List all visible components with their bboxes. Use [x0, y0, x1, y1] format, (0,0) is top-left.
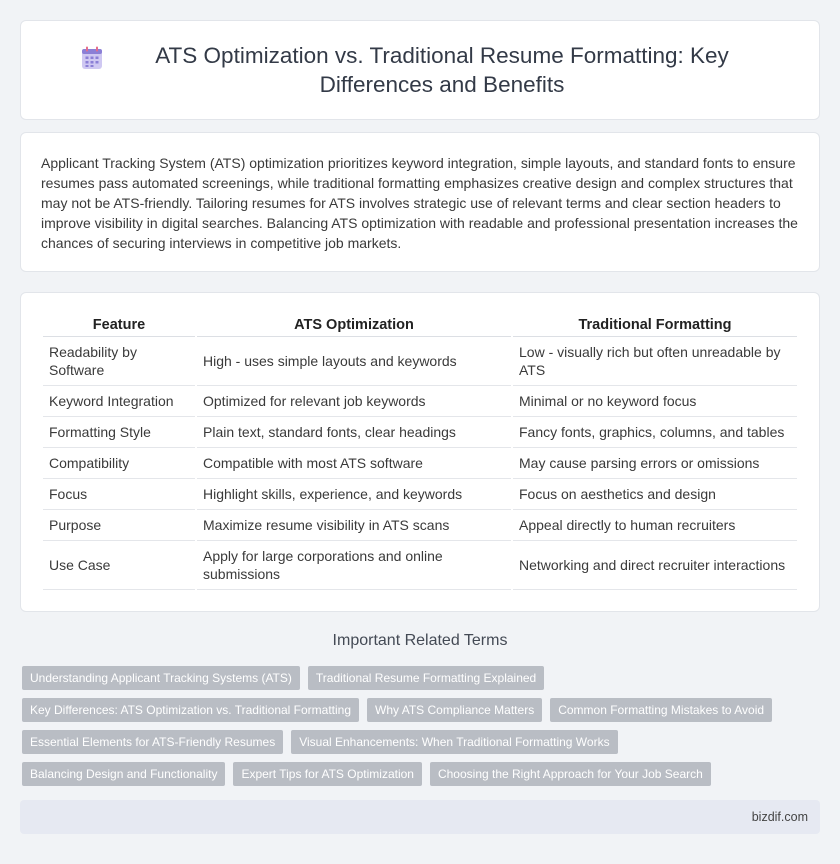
tag-row — [22, 698, 822, 722]
intro-card — [20, 132, 820, 272]
title-card — [20, 20, 820, 120]
table-row — [43, 541, 797, 590]
table-cell: Compatibility — [43, 448, 195, 479]
footer-bar — [20, 800, 820, 834]
table-cell: May cause parsing errors or omissions — [513, 448, 797, 479]
table-cell: Formatting Style — [43, 417, 195, 448]
intro-paragraph: Applicant Tracking System (ATS) optimization prioritizes keyword integration, simple layouts, and standard fonts to ensure resumes pass automated screenings, while traditional formatting emphasizes creative design and complex structures that may not be ATS-friendly. Tailoring resumes for ATS involves strategic use of relevant terms and clear section headers to improve visibility in digital searches. Balancing ATS optimization with readable and professional presentation increases the chances of securing interviews in competitive job markets. — [41, 155, 798, 251]
table-cell: Keyword Integration — [43, 386, 195, 417]
table-row — [43, 386, 797, 417]
column-header-feature: Feature — [43, 311, 195, 337]
table-header-row — [43, 311, 797, 337]
table-cell: Minimal or no keyword focus — [513, 386, 797, 417]
footer-brand[interactable]: bizdif.com — [751, 810, 808, 824]
table-cell: Appeal directly to human recruiters — [513, 510, 797, 541]
related-terms-section — [20, 632, 820, 650]
related-term-tag[interactable]: Understanding Applicant Tracking Systems (ATS) — [22, 666, 300, 690]
related-term-tag[interactable]: Balancing Design and Functionality — [22, 762, 225, 786]
table-cell: Compatible with most ATS software — [197, 448, 511, 479]
page-title: ATS Optimization vs. Traditional Resume Formatting: Key Differences and Benefits — [155, 43, 729, 97]
related-term-tag[interactable]: Common Formatting Mistakes to Avoid — [550, 698, 772, 722]
table-cell: Maximize resume visibility in ATS scans — [197, 510, 511, 541]
table-cell: Networking and direct recruiter interactions — [513, 541, 797, 590]
table-row — [43, 510, 797, 541]
table-cell: Plain text, standard fonts, clear headings — [197, 417, 511, 448]
table-cell: Readability by Software — [43, 337, 195, 386]
comparison-table-card — [20, 292, 820, 612]
table-row — [43, 479, 797, 510]
table-cell: Use Case — [43, 541, 195, 590]
related-term-tag[interactable]: Key Differences: ATS Optimization vs. Traditional Formatting — [22, 698, 359, 722]
table-row — [43, 337, 797, 386]
table-row — [43, 417, 797, 448]
table-cell: Highlight skills, experience, and keywords — [197, 479, 511, 510]
tag-row — [22, 666, 822, 690]
column-header-traditional: Traditional Formatting — [513, 311, 797, 337]
table-row — [43, 448, 797, 479]
tag-row — [22, 762, 822, 786]
column-header-ats: ATS Optimization — [197, 311, 511, 337]
table-cell: Fancy fonts, graphics, columns, and tables — [513, 417, 797, 448]
table-cell: Focus — [43, 479, 195, 510]
related-term-tag[interactable]: Expert Tips for ATS Optimization — [233, 762, 422, 786]
related-terms-tags — [22, 666, 822, 794]
related-terms-heading: Important Related Terms — [332, 632, 508, 649]
related-term-tag[interactable]: Essential Elements for ATS-Friendly Resumes — [22, 730, 283, 754]
related-term-tag[interactable]: Why ATS Compliance Matters — [367, 698, 542, 722]
tag-row — [22, 730, 822, 754]
table-cell: Apply for large corporations and online submissions — [197, 541, 511, 590]
comparison-table — [41, 311, 799, 590]
table-cell: Purpose — [43, 510, 195, 541]
table-cell: Low - visually rich but often unreadable by ATS — [513, 337, 797, 386]
table-cell: High - uses simple layouts and keywords — [197, 337, 511, 386]
table-cell: Optimized for relevant job keywords — [197, 386, 511, 417]
related-term-tag[interactable]: Visual Enhancements: When Traditional Formatting Works — [291, 730, 617, 754]
related-term-tag[interactable]: Choosing the Right Approach for Your Job Search — [430, 762, 711, 786]
document-grid-icon — [81, 46, 103, 70]
related-term-tag[interactable]: Traditional Resume Formatting Explained — [308, 666, 544, 690]
table-cell: Focus on aesthetics and design — [513, 479, 797, 510]
